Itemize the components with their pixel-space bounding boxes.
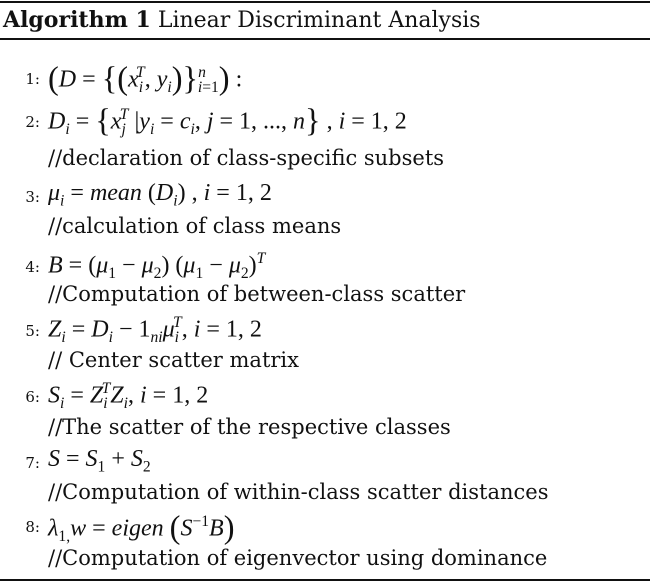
step-comment: // Center scatter matrix <box>48 348 299 372</box>
step-2 <box>0 103 650 173</box>
step-formula: $B = (\mu_1 - \mu_2) (\mu_1 - \mu_2)^T$ <box>48 250 266 282</box>
step-number: 2: <box>25 113 40 131</box>
step-comment: //Computation of eigenvector using dominance <box>48 546 548 570</box>
header-rule <box>0 38 650 40</box>
step-formula: $S_i = Z_i^TZ_i$, i = 1, 2 <box>48 380 209 412</box>
step-number: 6: <box>25 388 40 406</box>
step-formula: $Z_i = D_i - 1_{ni}\mu_i^T$, i = 1, 2 <box>48 314 262 346</box>
step-comment: //Computation of between-class scatter <box>48 282 466 306</box>
step-1 <box>0 58 650 98</box>
step-comment: //declaration of class-specific subsets <box>48 146 445 170</box>
step-number: 8: <box>25 518 40 536</box>
step-formula: $\mu_i$ = mean $(D_i)$ , i = 1, 2 <box>48 180 272 210</box>
step-formula: $D_i = \{x_j^T$ $|y_i = c_i$, j = 1, ..., n} , i = 1, 2 <box>48 103 407 139</box>
algorithm-caption <box>3 6 481 35</box>
step-number: 4: <box>25 258 40 276</box>
step-formula: $\lambda_{1,}w$ = eigen $(S^{-1}B)$ <box>48 510 235 546</box>
step-formula: $S = S_1 + S_2$ <box>48 446 151 476</box>
step-number: 5: <box>25 322 40 340</box>
step-number: 3: <box>25 188 40 206</box>
step-6 <box>0 378 650 442</box>
algorithm-label: Algorithm 1 <box>3 7 151 33</box>
step-8 <box>0 508 650 574</box>
step-comment: //Computation of within-class scatter distances <box>48 480 549 504</box>
step-3 <box>0 180 650 242</box>
step-formula: ($D = \{(x_i^T$, $y_i)\}^n_{i=1}$) : <box>48 61 243 97</box>
bottom-rule <box>0 579 650 581</box>
step-comment: //The scatter of the respective classes <box>48 415 451 439</box>
step-7 <box>0 444 650 506</box>
step-comment: //calculation of class means <box>48 214 342 238</box>
step-number: 7: <box>25 454 40 472</box>
step-4 <box>0 248 650 310</box>
step-number: 1: <box>25 70 40 88</box>
top-rule <box>0 1 650 3</box>
algorithm-title: Linear Discriminant Analysis <box>157 8 481 33</box>
step-5 <box>0 314 650 376</box>
